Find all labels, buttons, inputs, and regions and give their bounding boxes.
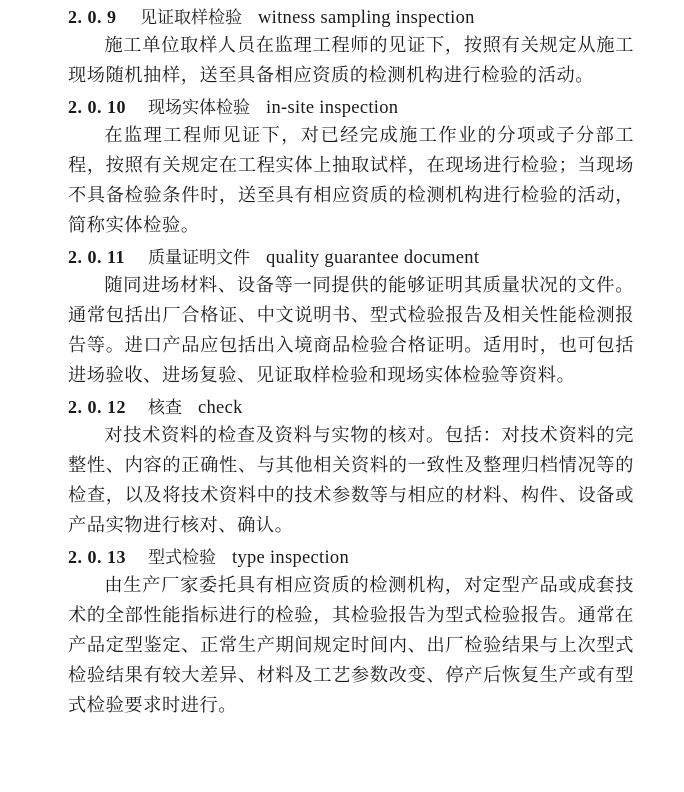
term-2-0-10 <box>68 94 634 244</box>
term-heading <box>68 94 634 121</box>
term-title-chinese: 型式检验 <box>148 548 216 568</box>
term-heading <box>68 394 634 421</box>
term-definition: 在监理工程师见证下，对已经完成施工作业的分项或子分部工程，按照有关规定在工程实体上抽取试样，在现场进行检验；当现场不具备检验条件时，送至具有相应资质的检测机构进行检验的活动，简称实体检验。 <box>68 125 634 236</box>
term-title-english: witness sampling inspection <box>258 8 475 28</box>
term-number: 2. 0. 12 <box>68 397 126 417</box>
term-2-0-13 <box>68 544 634 724</box>
term-title-chinese: 质量证明文件 <box>148 248 250 268</box>
term-2-0-11 <box>68 244 634 394</box>
term-title-chinese: 核查 <box>148 398 182 418</box>
term-heading <box>68 544 634 571</box>
term-2-0-9 <box>68 4 634 94</box>
term-title-english: quality guarantee document <box>266 248 480 268</box>
term-definition: 由生产厂家委托具有相应资质的检测机构，对定型产品或成套技术的全部性能指标进行的检验，其检验报告为型式检验报告。通常在产品定型鉴定、正常生产期间规定时间内、出厂检验结果与上次型式检验结果有较大差异、材料及工艺参数改变、停产后恢复生产或有型式检验要求时进行。 <box>68 575 634 716</box>
term-number: 2. 0. 10 <box>68 97 126 117</box>
term-title-chinese: 见证取样检验 <box>140 8 242 28</box>
term-number: 2. 0. 9 <box>68 7 117 27</box>
term-definition: 随同进场材料、设备等一同提供的能够证明其质量状况的文件。通常包括出厂合格证、中文说明书、型式检验报告及相关性能检测报告等。进口产品应包括出入境商品检验合格证明。适用时，也可包括进场验收、进场复验、见证取样检验和现场实体检验等资料。 <box>68 275 634 386</box>
term-heading <box>68 244 634 271</box>
term-number: 2. 0. 13 <box>68 547 126 567</box>
term-definition: 对技术资料的检查及资料与实物的核对。包括：对技术资料的完整性、内容的正确性、与其他相关资料的一致性及整理归档情况等的检查，以及将技术资料中的技术参数等与相应的材料、构件、设备或产品实物进行核对、确认。 <box>68 425 634 536</box>
term-heading <box>68 4 634 31</box>
term-title-english: check <box>198 398 243 418</box>
term-title-chinese: 现场实体检验 <box>148 98 250 118</box>
term-definition: 施工单位取样人员在监理工程师的见证下，按照有关规定从施工现场随机抽样，送至具备相应资质的检测机构进行检验的活动。 <box>68 35 634 86</box>
term-number: 2. 0. 11 <box>68 247 126 267</box>
document-page <box>68 4 634 724</box>
term-2-0-12 <box>68 394 634 544</box>
term-title-english: type inspection <box>232 548 350 568</box>
term-title-english: in-site inspection <box>266 98 399 118</box>
